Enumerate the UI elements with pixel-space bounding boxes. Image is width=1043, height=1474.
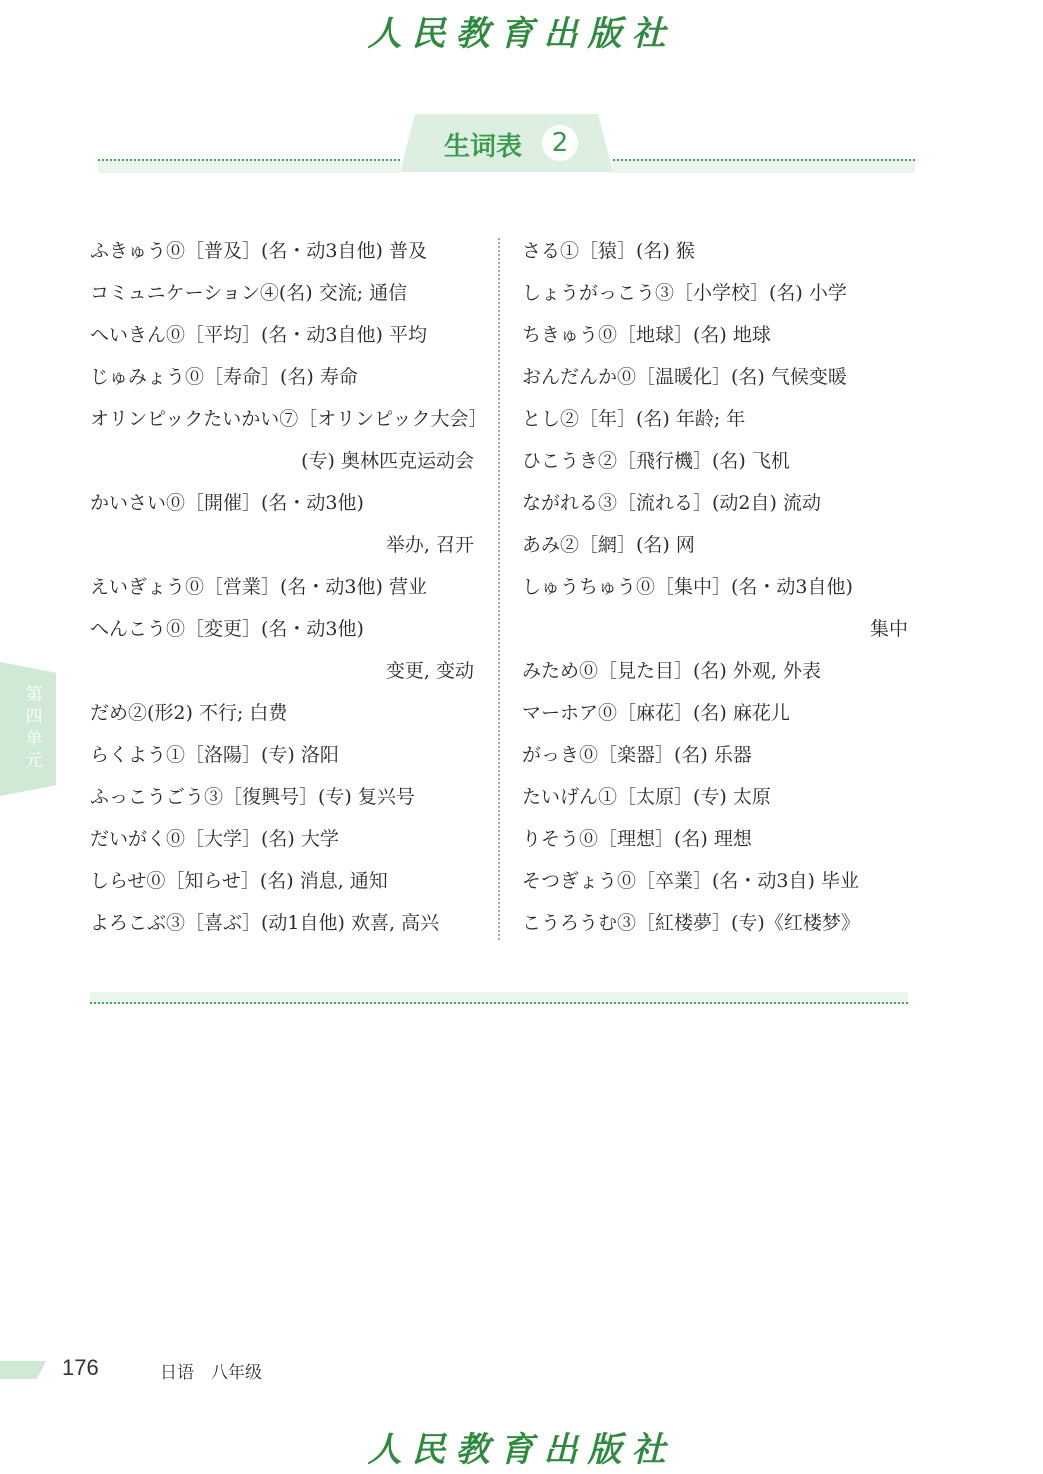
vocab-entry: へいきん⓪［平均］(名・动3自他) 平均 [90,324,427,346]
vocab-entry: ちきゅう⓪［地球］(名) 地球 [522,324,771,346]
vocab-entry: 集中 [869,618,908,640]
unit-side-label: 第四单元 [25,685,43,771]
vocab-entry: みため⓪［見た目］(名) 外观, 外表 [522,660,821,682]
vocab-column-left [90,230,488,944]
vocab-entry: だめ②(形2) 不行; 白费 [90,702,288,724]
vocab-entry: しらせ⓪［知らせ］(名) 消息, 通知 [90,870,388,892]
bottom-rule [90,992,908,1004]
vocab-entry: コミュニケーション④(名) 交流; 通信 [90,282,408,304]
vocab-entry: らくよう①［洛陽］(专) 洛阳 [90,744,339,766]
vocab-entry: しゅうちゅう⓪［集中］(名・动3自他) [522,576,853,598]
title-number-badge: 2 [542,125,578,161]
publisher-logo-top: 人民教育出版社 [367,14,676,54]
vocab-entry: さる①［猿］(名) 猴 [522,240,695,262]
vocab-entry: ひこうき②［飛行機］(名) 飞机 [522,450,790,472]
vocab-entry: えいぎょう⓪［営業］(名・动3他) 营业 [90,576,427,598]
vocab-entry: かいさい⓪［開催］(名・动3他) [90,492,364,514]
vocab-entry: 举办, 召开 [385,534,474,556]
column-divider [498,238,500,940]
vocab-entry: よろこぶ③［喜ぶ］(动1自他) 欢喜, 高兴 [90,912,440,934]
vocab-entry: ふっこうごう③［復興号］(专) 复兴号 [90,786,415,808]
footer-bar [0,1361,46,1379]
vocab-entry: とし②［年］(名) 年龄; 年 [522,408,746,430]
page-title: 生词表 [444,132,523,162]
vocab-entry: じゅみょう⓪［寿命］(名) 寿命 [90,366,358,388]
publisher-logo-bottom: 人民教育出版社 [367,1430,676,1470]
vocab-entry: ながれる③［流れる］(动2自) 流动 [522,492,821,514]
vocab-entry: 变更, 变动 [385,660,474,682]
vocab-entry: マーホア⓪［麻花］(名) 麻花儿 [522,702,790,724]
book-title: 日语 八年级 [160,1363,262,1383]
vocab-entry: あみ②［網］(名) 网 [522,534,695,556]
vocab-entry: がっき⓪［楽器］(名) 乐器 [522,744,752,766]
vocab-entry: そつぎょう⓪［卒業］(名・动3自) 毕业 [522,870,859,892]
vocab-entry: たいげん①［太原］(专) 太原 [522,786,771,808]
vocab-entry: しょうがっこう③［小学校］(名) 小学 [522,282,847,304]
vocab-entry: だいがく⓪［大学］(名) 大学 [90,828,339,850]
vocab-entry: オリンピックたいかい⑦［オリンピック大会］ [90,408,488,430]
vocab-entry: おんだんか⓪［温暖化］(名) 气候变暖 [522,366,847,388]
vocab-entry: ふきゅう⓪［普及］(名・动3自他) 普及 [90,240,427,262]
title-rule-left [98,159,400,173]
vocab-entry: りそう⓪［理想］(名) 理想 [522,828,752,850]
vocab-entry: へんこう⓪［変更］(名・动3他) [90,618,364,640]
vocab-entry: こうろうむ③［紅楼夢］(专)《红楼梦》 [522,912,860,934]
title-rule-right [613,159,915,173]
page-number: 176 [62,1355,99,1380]
vocab-column-right [522,230,908,944]
vocab-entry: (专) 奥林匹克运动会 [301,450,474,472]
